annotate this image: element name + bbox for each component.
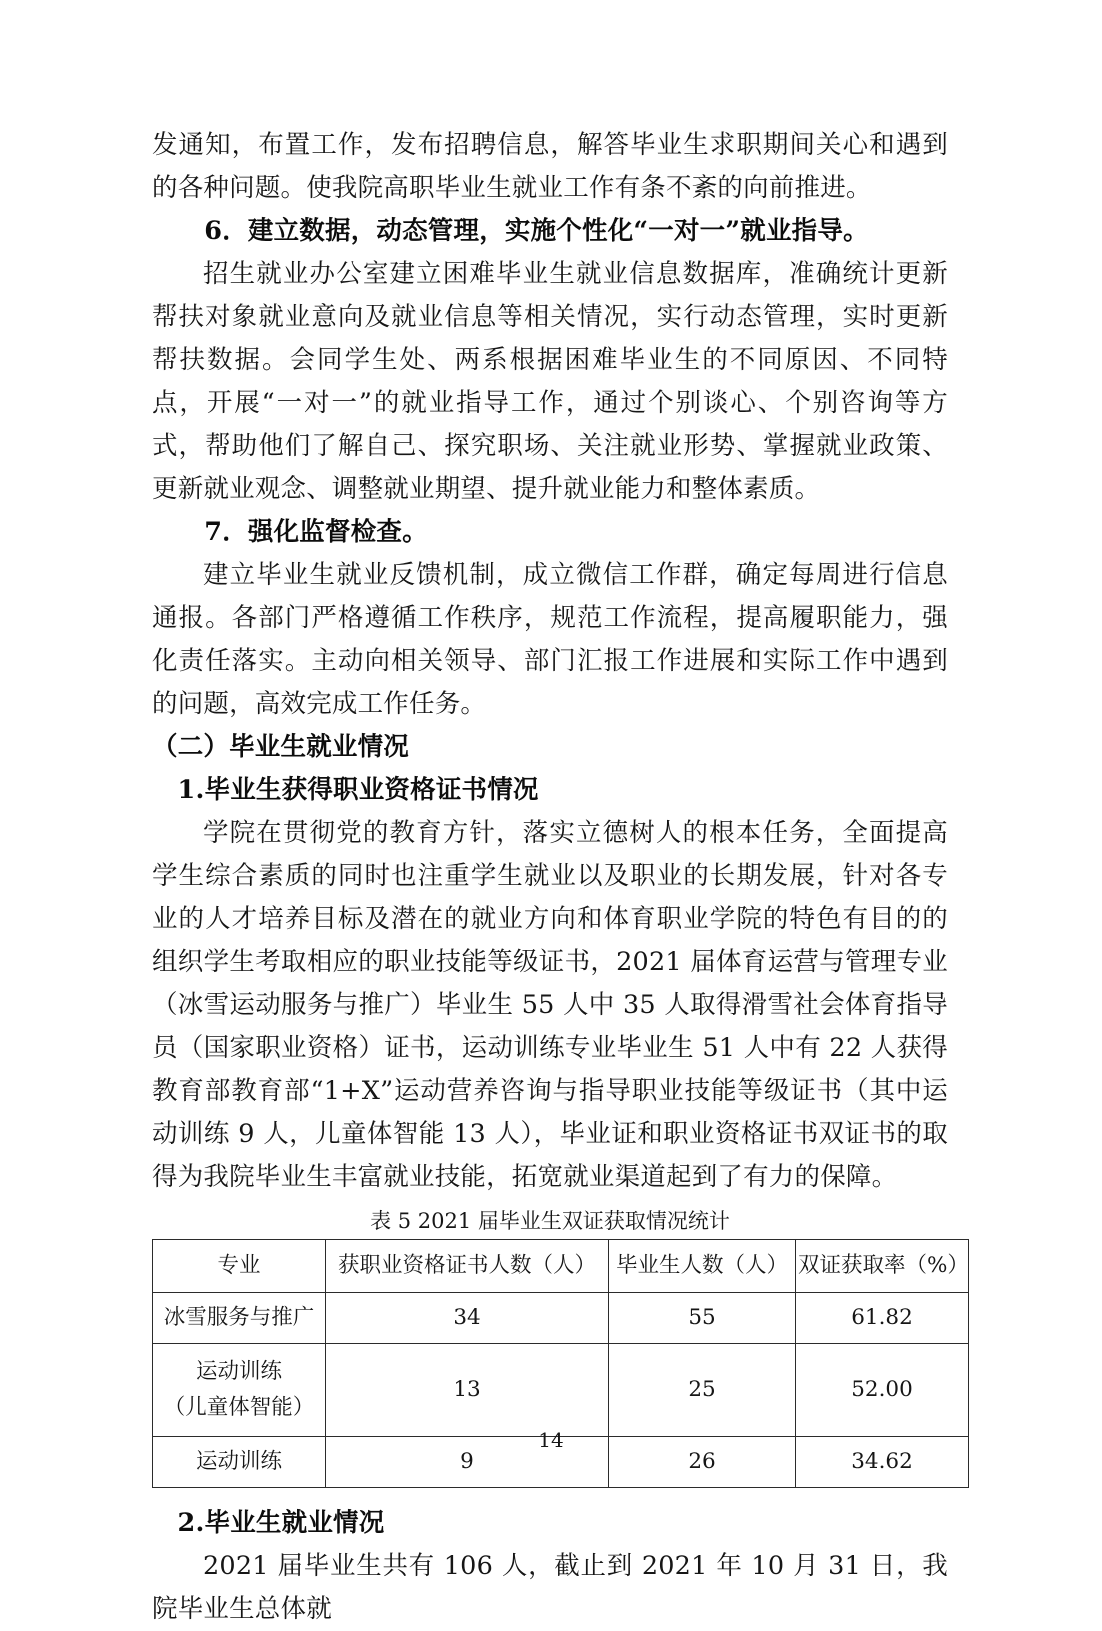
heading-subsection-2-1: 1.毕业生获得职业资格证书情况 xyxy=(177,775,539,805)
cell-cert-count: 9 xyxy=(326,1437,609,1488)
cell-cert-count: 34 xyxy=(326,1293,609,1344)
heading-item-7: 7．强化监督检查。 xyxy=(204,517,428,547)
table-row xyxy=(153,1293,969,1344)
cell-graduates: 26 xyxy=(609,1437,796,1488)
paragraph-subsection-2-2: 2021 届毕业生共有 106 人，截止到 2021 年 10 月 31 日，我院毕业生总体就 xyxy=(152,1551,948,1624)
table-row xyxy=(153,1344,969,1437)
cell-major: 运动训练 xyxy=(153,1437,326,1488)
table-caption: 表 5 2021 届毕业生双证获取情况统计 xyxy=(370,1209,730,1233)
cell-graduates: 25 xyxy=(609,1344,796,1437)
table-header-row xyxy=(153,1240,969,1293)
paragraph-item-6: 招生就业办公室建立困难毕业生就业信息数据库，准确统计更新帮扶对象就业意向及就业信息等相关情况，实行动态管理，实时更新帮扶数据。会同学生处、两系根据困难毕业生的不同原因、不同特点，开展“一对一”的就业指导工作，通过个别谈心、个别咨询等方式，帮助他们了解自己、探究职场、关注就业形势、掌握就业政策、更新就业观念、调整就业期望、提升就业能力和整体素质。 xyxy=(152,259,948,504)
paragraph-subsection-2-1: 学院在贯彻党的教育方针，落实立德树人的根本任务，全面提高学生综合素质的同时也注重学生就业以及职业的长期发展，针对各专业的人才培养目标及潜在的就业方向和体育职业学院的特色有目的的组织学生考取相应的职业技能等级证书，2021 届体育运营与管理专业（冰雪运动服务与推广）毕业生 55 人中 35 人取得滑雪社会体育指导员（国家职业资格）证书，运动训练专业毕业生 51 人中有 22 人获得教育部教育部“1+X”运动营养咨询与指导职业技能等级证书（其中运动训练 9 人，儿童体智能 13 人），毕业证和职业资格证书双证书的取得为我院毕业生丰富就业技能，拓宽就业渠道起到了有力的保障。 xyxy=(152,818,948,1192)
cell-major xyxy=(153,1344,326,1437)
page-content xyxy=(152,124,969,1631)
table-header-graduates: 毕业生人数（人） xyxy=(609,1240,796,1293)
paragraph-item-7: 建立毕业生就业反馈机制，成立微信工作群，确定每周进行信息通报。各部门严格遵循工作秩序，规范工作流程，提高履职能力，强化责任落实。主动向相关领导、部门汇报工作进展和实际工作中遇到的问题，高效完成工作任务。 xyxy=(152,560,948,719)
table-header-cert-count: 获职业资格证书人数（人） xyxy=(326,1240,609,1293)
cell-graduates: 55 xyxy=(609,1293,796,1344)
paragraph-continued: 发通知，布置工作，发布招聘信息，解答毕业生求职期间关心和遇到的各种问题。使我院高职毕业生就业工作有条不紊的向前推进。 xyxy=(152,130,948,203)
table-header-rate: 双证获取率（%） xyxy=(796,1240,969,1293)
page-number: 14 xyxy=(538,1428,564,1452)
heading-subsection-2-2: 2.毕业生就业情况 xyxy=(177,1508,385,1538)
heading-item-6: 6．建立数据，动态管理，实施个性化“一对一”就业指导。 xyxy=(204,216,869,246)
cell-major-line-2: （儿童体智能） xyxy=(163,1395,315,1420)
cell-rate: 61.82 xyxy=(796,1293,969,1344)
cell-rate: 34.62 xyxy=(796,1437,969,1488)
cell-major: 冰雪服务与推广 xyxy=(153,1293,326,1344)
cell-rate: 52.00 xyxy=(796,1344,969,1437)
cell-cert-count: 13 xyxy=(326,1344,609,1437)
table-header-major: 专业 xyxy=(153,1240,326,1293)
cell-major-line-1: 运动训练 xyxy=(195,1359,282,1384)
heading-section-two: （二）毕业生就业情况 xyxy=(152,732,410,762)
